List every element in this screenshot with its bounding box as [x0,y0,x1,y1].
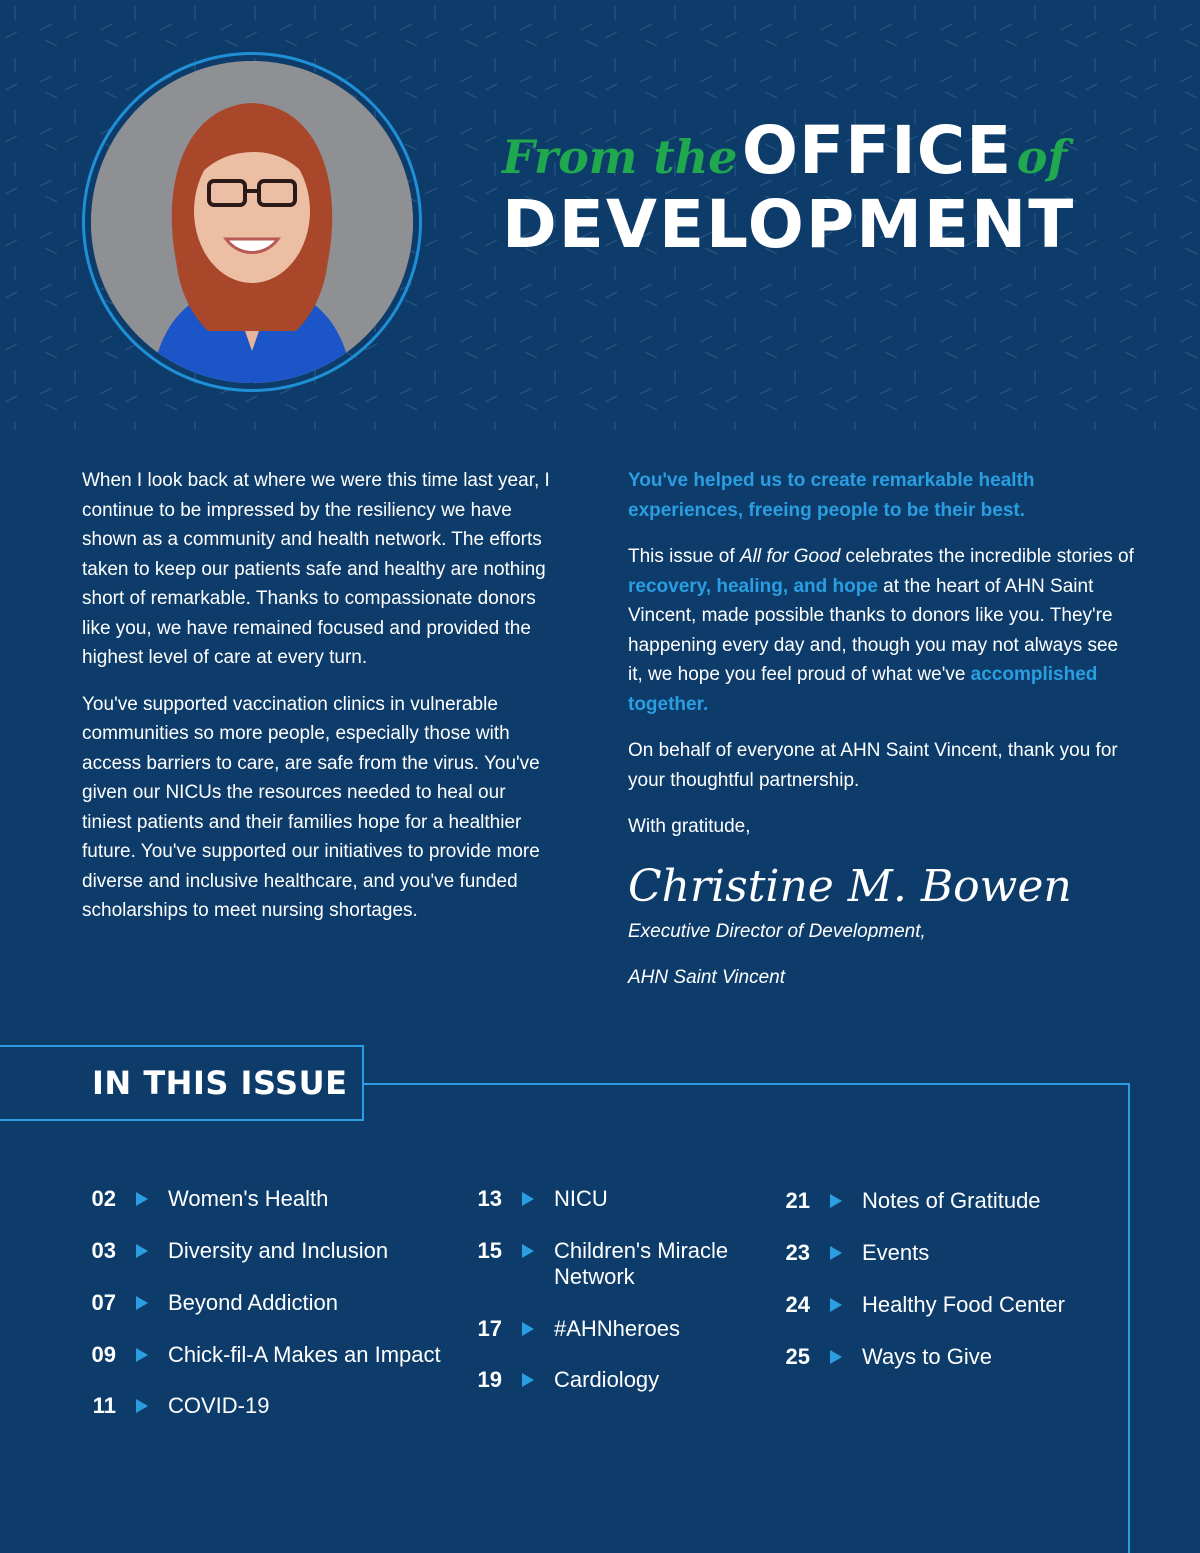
signer-title: Executive Director of Development, [628,920,926,942]
toc-page-number: 17 [477,1316,502,1341]
letter-paragraph: You've supported vaccination clinics in vulnerable communities so more people, especially those with access barriers to care, are safe from the virus. You've given our NICUs the resources needed to heal our tiniest patients and their families hope for a healthier future. You've supported our initiatives to provide more diverse and inclusive healthcare, and you've funded scholarships to meet nursing shortages. [82,693,540,921]
toc-item[interactable] [764,1240,929,1266]
toc-item[interactable] [456,1316,680,1342]
toc-label: Beyond Addiction [168,1290,339,1315]
letter-right-column [628,466,1138,1010]
toc-label: Cardiology [554,1367,660,1392]
toc-item[interactable] [764,1292,1065,1318]
play-arrow-icon [136,1348,148,1362]
divider-line [1128,1083,1130,1553]
toc-page-number: 21 [785,1188,810,1213]
toc-label: Healthy Food Center [862,1292,1065,1317]
play-arrow-icon [136,1296,148,1310]
play-arrow-icon [522,1322,534,1336]
text-run: at the heart of AHN Saint Vincent, made possible thanks to donors like you. They're happening every day and, though you may not always see it, we hope you feel proud of what we've [628,575,1119,685]
toc-item[interactable] [456,1238,756,1290]
signoff: With gratitude, [628,816,751,837]
toc-page-number: 15 [477,1238,502,1263]
toc-item[interactable] [70,1238,388,1264]
play-arrow-icon [522,1244,534,1258]
toc-label: COVID-19 [168,1393,270,1418]
toc-label: Diversity and Inclusion [168,1238,389,1263]
title-script-of: of [1016,130,1068,184]
in-this-issue-title: IN THIS ISSUE [92,1064,348,1102]
portrait-photo [91,61,413,383]
in-this-issue-header [0,1045,364,1121]
play-arrow-icon [830,1194,842,1208]
text-run: celebrates the incredible stories of [840,546,1134,567]
play-arrow-icon [136,1399,148,1413]
toc-item[interactable] [70,1342,441,1368]
toc-label: Children's Miracle Network [554,1238,729,1289]
publication-name: All for Good [739,546,841,567]
toc-page-number: 13 [477,1186,502,1211]
toc-page-number: 19 [477,1367,502,1392]
toc-item[interactable] [70,1393,269,1419]
play-arrow-icon [522,1373,534,1387]
highlight-text: recovery, healing, and hope [628,575,878,597]
letter-lead: You've helped us to create remarkable health experiences, freeing people to be their best. [628,470,1035,521]
play-arrow-icon [136,1244,148,1258]
toc-item[interactable] [70,1290,338,1316]
toc-page-number: 02 [91,1186,116,1211]
signature: Christine M. Bowen [628,860,1072,912]
title-script-from: From the [502,130,738,184]
toc-item[interactable] [456,1367,659,1393]
toc-item[interactable] [70,1186,328,1212]
toc-page-number: 24 [785,1292,810,1317]
toc-page-number: 23 [785,1240,810,1265]
toc-label: Ways to Give [862,1344,992,1369]
portrait-frame [82,52,422,392]
page-title [502,112,1142,263]
toc-label: Chick-fil-A Makes an Impact [168,1342,441,1367]
toc-page-number: 07 [91,1290,116,1315]
play-arrow-icon [136,1192,148,1206]
toc-item[interactable] [764,1188,1041,1214]
toc-page-number: 25 [785,1344,810,1369]
toc-page-number: 11 [92,1393,116,1418]
divider-line [364,1083,1130,1085]
title-office: OFFICE [741,112,1013,189]
toc-page-number: 09 [91,1342,116,1367]
play-arrow-icon [522,1192,534,1206]
letter-paragraph [628,542,1138,719]
text-run: This issue of [628,546,740,567]
toc-item[interactable] [764,1344,992,1370]
toc-page-number: 03 [91,1238,116,1263]
toc-label: NICU [554,1186,608,1211]
title-development: DEVELOPMENT [502,186,1076,263]
toc-item[interactable] [456,1186,608,1212]
letter-left-column [82,466,552,943]
highlight-text: accomplished together. [628,664,1098,715]
toc-label: Notes of Gratitude [862,1188,1041,1213]
letter-paragraph: When I look back at where we were this time last year, I continue to be impressed by the resiliency we have shown as a community and health network. The efforts taken to keep our patients safe and healthy are nothing short of remarkable. Thanks to compassionate donors like you, we have remained focused and provided the highest level of care at every turn. [82,470,550,668]
toc-label: #AHNheroes [554,1316,680,1341]
toc-label: Events [862,1240,930,1265]
play-arrow-icon [830,1298,842,1312]
letter-paragraph: On behalf of everyone at AHN Saint Vincent, thank you for your thoughtful partnership. [628,740,1118,791]
play-arrow-icon [830,1350,842,1364]
play-arrow-icon [830,1246,842,1260]
toc-label: Women's Health [168,1186,329,1211]
signer-organization: AHN Saint Vincent [628,967,786,988]
